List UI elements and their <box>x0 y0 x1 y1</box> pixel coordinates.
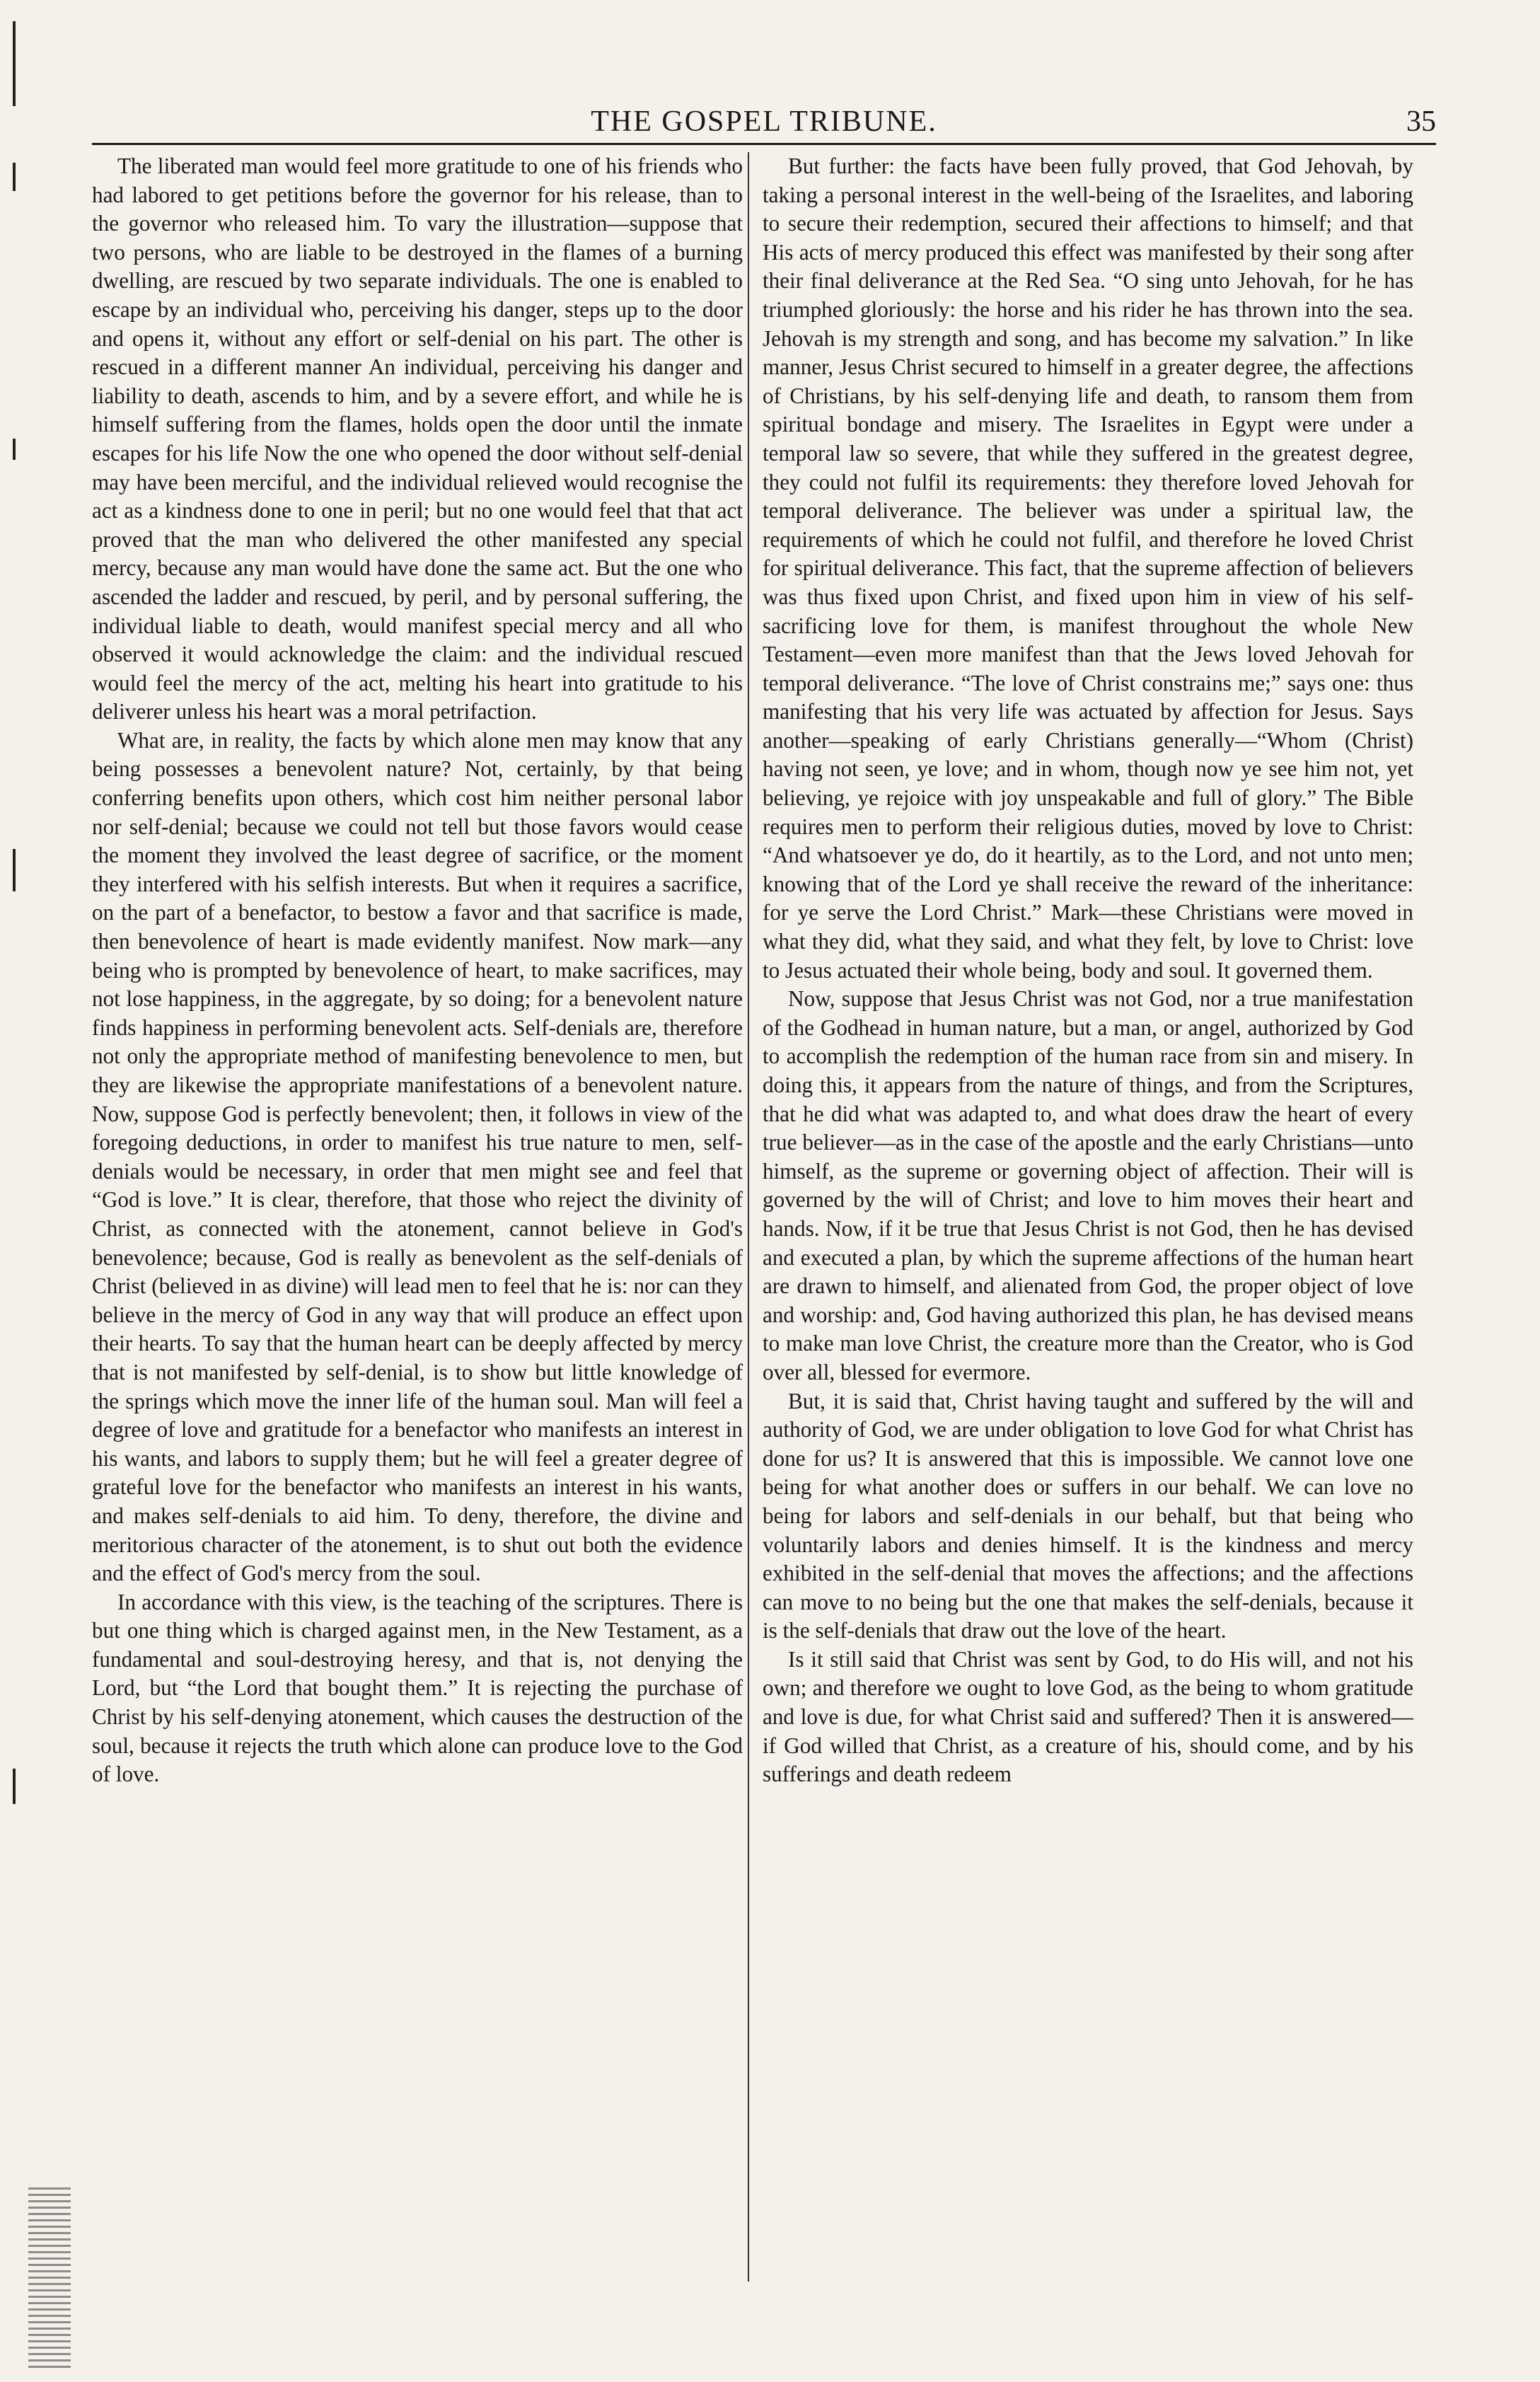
right-paragraph-4: Is it still said that Christ was sent by God, to do His will, and not his own; and therefore we ought to love God, as the being to whom gratitude and love is due, for what Christ said and suffered? Then it is answered—if God willed that Christ, as a creature of his, should come, and by his sufferings and death redeem <box>763 1646 1413 1787</box>
right-column <box>763 152 1413 1789</box>
left-column <box>92 152 743 1789</box>
binding-edge-marks <box>13 0 17 2382</box>
print-smudge <box>28 2184 71 2368</box>
running-header <box>92 105 1436 140</box>
header-rule <box>92 143 1436 145</box>
publication-title: THE GOSPEL TRIBUNE. <box>591 105 937 138</box>
page-number: 35 <box>1406 105 1436 138</box>
column-divider <box>748 152 749 2282</box>
left-paragraph-3: In accordance with this view, is the teaching of the scriptures. There is but one thing which is charged against men, in the New Testament, as a fundamental and soul-destroying heresy, and that is, not denying the Lord, but “the Lord that bought them.” It is rejecting the purchase of Christ by his self-denying atonement, which causes the destruction of the soul, because it rejects the truth which alone can produce love to the God of love. <box>92 1589 743 1787</box>
right-paragraph-1: But further: the facts have been fully proved, that God Jehovah, by taking a personal interest in the well-being of the Israelites, and laboring to secure their redemption, secured their affections to himself; and that His acts of mercy produced this effect was manifested by their song after their final deliverance at the Red Sea. “O sing unto Jehovah, for he has triumphed gloriously: the horse and his rider he has thrown into the sea. Jehovah is my strength and song, and has become my salvation.” In like manner, Jesus Christ secured to himself in a greater degree, the affections of Christians, by his self-denying life and death, to ransom them from spiritual bondage and misery. The Israelites in Egypt were under a temporal law so severe, that while they suffered in the greatest degree, they could not fulfil its requirements: they therefore loved Jehovah for temporal deliverance. The believer was under a spiritual law, the requirements of which he could not fulfil, and therefore he loved Christ for spiritual deliverance. This fact, that the supreme affection of believers was thus fixed upon Christ, and fixed upon him in view of his self-sacrificing love for them, is manifest throughout the whole New Testament—even more manifest than that the Jews loved Jehovah for temporal deliverance. “The love of Christ constrains me;” says one: thus manifesting that his very life was actuated by affection for Jesus. Says another—speaking of early Christians generally—“Whom (Christ) having not seen, ye love; and in whom, though now ye see him not, yet believing, ye rejoice with joy unspeakable and full of glory.” The Bible requires men to perform their religious duties, moved by love to Christ: “And whatsoever ye do, do it heartily, as to the Lord, and not unto men; knowing that of the Lord ye shall receive the reward of the inheritance: for ye serve the Lord Christ.” Mark—these Christians were moved in what they did, what they said, and what they felt, by love to Christ: love to Jesus actuated their whole being, body and soul. It governed them. <box>763 154 1413 983</box>
left-paragraph-2: What are, in reality, the facts by which alone men may know that any being possesses a benevolent nature? Not, certainly, by that being conferring benefits upon others, which cost him neither personal labor nor self-denial; because we could not tell but those favors would cease the moment they involved the least degree of sacrifice, or the moment they interfered with his selfish interests. But when it requires a sacrifice, on the part of a benefactor, to bestow a favor and that sacrifice is made, then benevolence of heart is made evidently manifest. Now mark—any being who is prompted by benevolence of heart, to make sacrifices, may not lose happiness, in the aggregate, by so doing; for a benevolent nature finds happiness in performing benevolent acts. Self-denials are, therefore not only the appropriate method of manifesting benevolence to men, but they are likewise the appropriate manifestations of a benevolent nature. Now, suppose God is perfectly benevolent; then, it follows in view of the foregoing deductions, in order to manifest his true nature to men, self-denials would be necessary, in order that men might see and feel that “God is love.” It is clear, therefore, that those who reject the divinity of Christ, as connected with the atonement, cannot believe in God's benevolence; because, God is really as benevolent as the self-denials of Christ (believed in as divine) will lead men to feel that he is: nor can they believe in the mercy of God in any way that will produce an effect upon their hearts. To say that the human heart can be deeply affected by mercy that is not manifested by self-denial, is to show but little knowledge of the springs which move the inner life of the human soul. Man will feel a degree of love and gratitude for a benefactor who manifests an interest in his wants, and labors to supply them; but he will feel a greater degree of grateful love for the benefactor who manifests an interest in his wants, and makes self-denials to aid him. To deny, therefore, the divine and meritorious character of the atonement, is to shut out both the evidence and the effect of God's mercy from the soul. <box>92 727 743 1586</box>
left-paragraph-1: The liberated man would feel more gratitude to one of his friends who had labored to get petitions before the governor for his release, than to the governor who released him. To vary the illustration—suppose that two persons, who are liable to be destroyed in the flames of a burning dwelling, are rescued by two separate individuals. The one is enabled to escape by an individual who, perceiving his danger, steps up to the door and opens it, without any effort or self-denial on his part. The other is rescued in a different manner An individual, perceiving his danger and liability to death, ascends to him, and by a severe effort, and while he is himself suffering from the flames, holds open the door until the inmate escapes for his life Now the one who opened the door without self-denial may have been merciful, and the individual relieved would recognise the act as a kindness done to one in peril; but no one would feel that that act proved that the man who delivered the other manifested any special mercy, because any man would have done the same act. But the one who ascended the ladder and rescued, by peril, and by personal suffering, the individual liable to death, would manifest special mercy and all who observed it would acknowledge the claim: and the individual rescued would feel the mercy of the act, melting his heart into gratitude to his deliverer unless his heart was a moral petrifaction. <box>92 154 743 724</box>
right-paragraph-2: Now, suppose that Jesus Christ was not God, nor a true manifestation of the Godhead in human nature, but a man, or angel, authorized by God to accomplish the redemption of the human race from sin and misery. In doing this, it appears from the nature of things, and from the Scriptures, that he did what was adapted to, and what does draw the heart of every true believer—as in the case of the apostle and the early Christians—unto himself, as the supreme or governing object of affection. Their will is governed by the will of Christ; and love to him moves their heart and hands. Now, if it be true that Jesus Christ is not God, then he has devised and executed a plan, by which the supreme affections of the human heart are drawn to himself, and alienated from God, the proper object of love and worship: and, God having authorized this plan, he has devised means to make man love Christ, the creature more than the Creator, who is God over all, blessed for evermore. <box>763 986 1413 1384</box>
right-paragraph-3: But, it is said that, Christ having taught and suffered by the will and authority of God, we are under obligation to love God for what Christ has done for us? It is answered that this is impossible. We cannot love one being for what another does or suffers in our behalf. We can love no being for labors and self-denials in our behalf, but that being who voluntarily labors and denies himself. It is the kindness and mercy exhibited in the self-denial that moves the affections; and the affections can move to no being but the one that makes the self-denials, because it is the self-denials that draw out the love of the heart. <box>763 1388 1413 1643</box>
